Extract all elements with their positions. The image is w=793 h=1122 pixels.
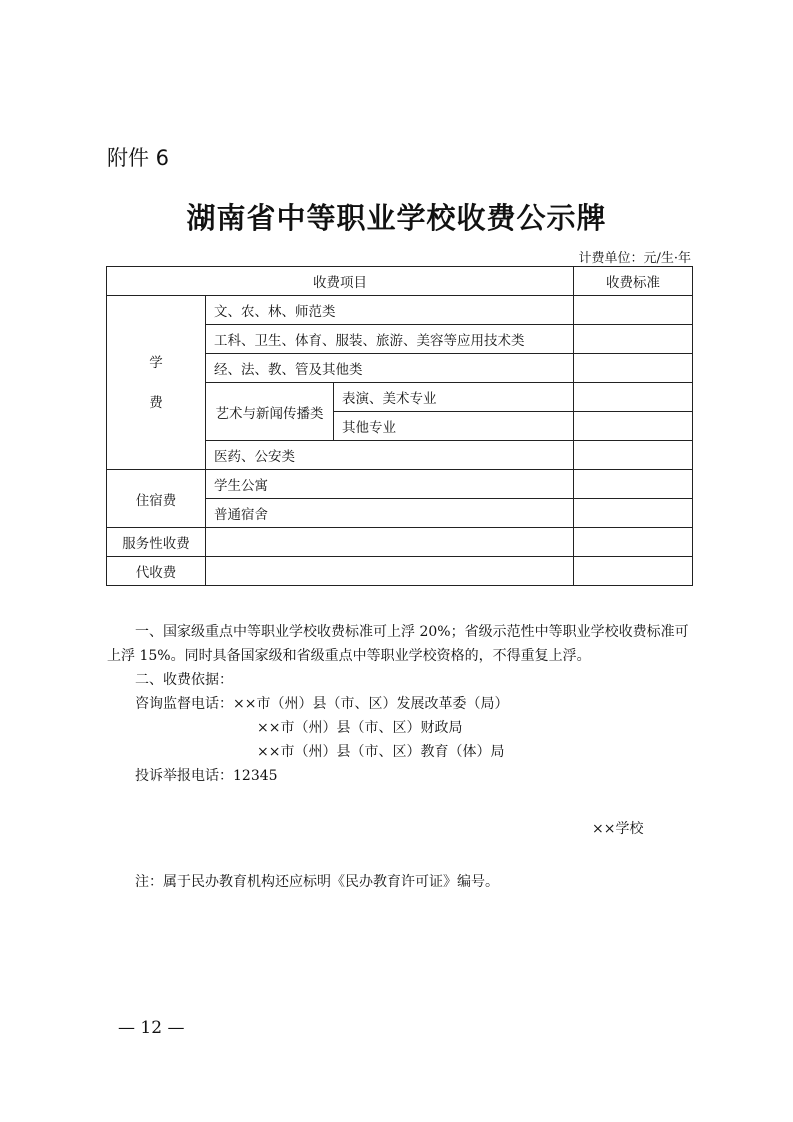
standard-cell xyxy=(574,557,693,586)
page-title: 湖南省中等职业学校收费公示牌 xyxy=(186,201,607,235)
table-row xyxy=(107,528,693,557)
item-med: 医药、公安类 xyxy=(206,441,574,470)
standard-cell xyxy=(574,499,693,528)
standard-cell xyxy=(574,441,693,470)
standard-cell xyxy=(574,325,693,354)
footnote: 注：属于民办教育机构还应标明《民办教育许可证》编号。 xyxy=(135,874,499,890)
standard-cell xyxy=(574,412,693,441)
lodging-label: 住宿费 xyxy=(107,470,206,528)
table-header-row xyxy=(107,267,693,296)
item-wen: 文、农、林、师范类 xyxy=(206,296,574,325)
standard-cell xyxy=(574,354,693,383)
service-label: 服务性收费 xyxy=(107,528,206,557)
agency-label: 代收费 xyxy=(107,557,206,586)
item-lodging-dorm: 普通宿舍 xyxy=(206,499,574,528)
service-item xyxy=(206,528,574,557)
item-jing: 经、法、教、管及其他类 xyxy=(206,354,574,383)
fee-table xyxy=(106,266,693,586)
table-row xyxy=(107,557,693,586)
item-art-other: 其他专业 xyxy=(334,412,574,441)
tuition-label-char1: 学 xyxy=(149,354,163,371)
note-paragraph-2: 二、收费依据： xyxy=(135,672,233,688)
header-standard: 收费标准 xyxy=(574,267,693,296)
tuition-label xyxy=(107,296,206,470)
notes-section xyxy=(107,620,693,788)
standard-cell xyxy=(574,296,693,325)
item-art-perf: 表演、美术专业 xyxy=(334,383,574,412)
attachment-label: 附件 6 xyxy=(107,146,170,170)
page-number: — 12 — xyxy=(118,1018,185,1038)
table-row xyxy=(107,470,693,499)
item-gong: 工科、卫生、体育、服装、旅游、美容等应用技术类 xyxy=(206,325,574,354)
note-paragraph-1: 一、国家级重点中等职业学校收费标准可上浮 20%；省级示范性中等职业学校收费标准可上浮 15%。同时具备国家级和省级重点中等职业学校资格的，不得重复上浮。 xyxy=(107,624,689,664)
standard-cell xyxy=(574,383,693,412)
header-item: 收费项目 xyxy=(107,267,574,296)
consult-phone-2: ××市（州）县（市、区）财政局 xyxy=(257,720,463,736)
unit-label: 计费单位：元/生·年 xyxy=(578,251,691,266)
tuition-label-char2: 费 xyxy=(149,394,163,411)
consult-phone-1: 咨询监督电话：××市（州）县（市、区）发展改革委（局） xyxy=(135,696,509,712)
standard-cell xyxy=(574,470,693,499)
table-row xyxy=(107,296,693,325)
school-name: ××学校 xyxy=(592,821,644,837)
complaint-phone: 投诉举报电话：12345 xyxy=(135,768,278,784)
art-label: 艺术与新闻传播类 xyxy=(206,383,334,441)
consult-phone-3: ××市（州）县（市、区）教育（体）局 xyxy=(257,744,505,760)
item-lodging-apt: 学生公寓 xyxy=(206,470,574,499)
standard-cell xyxy=(574,528,693,557)
agency-item xyxy=(206,557,574,586)
